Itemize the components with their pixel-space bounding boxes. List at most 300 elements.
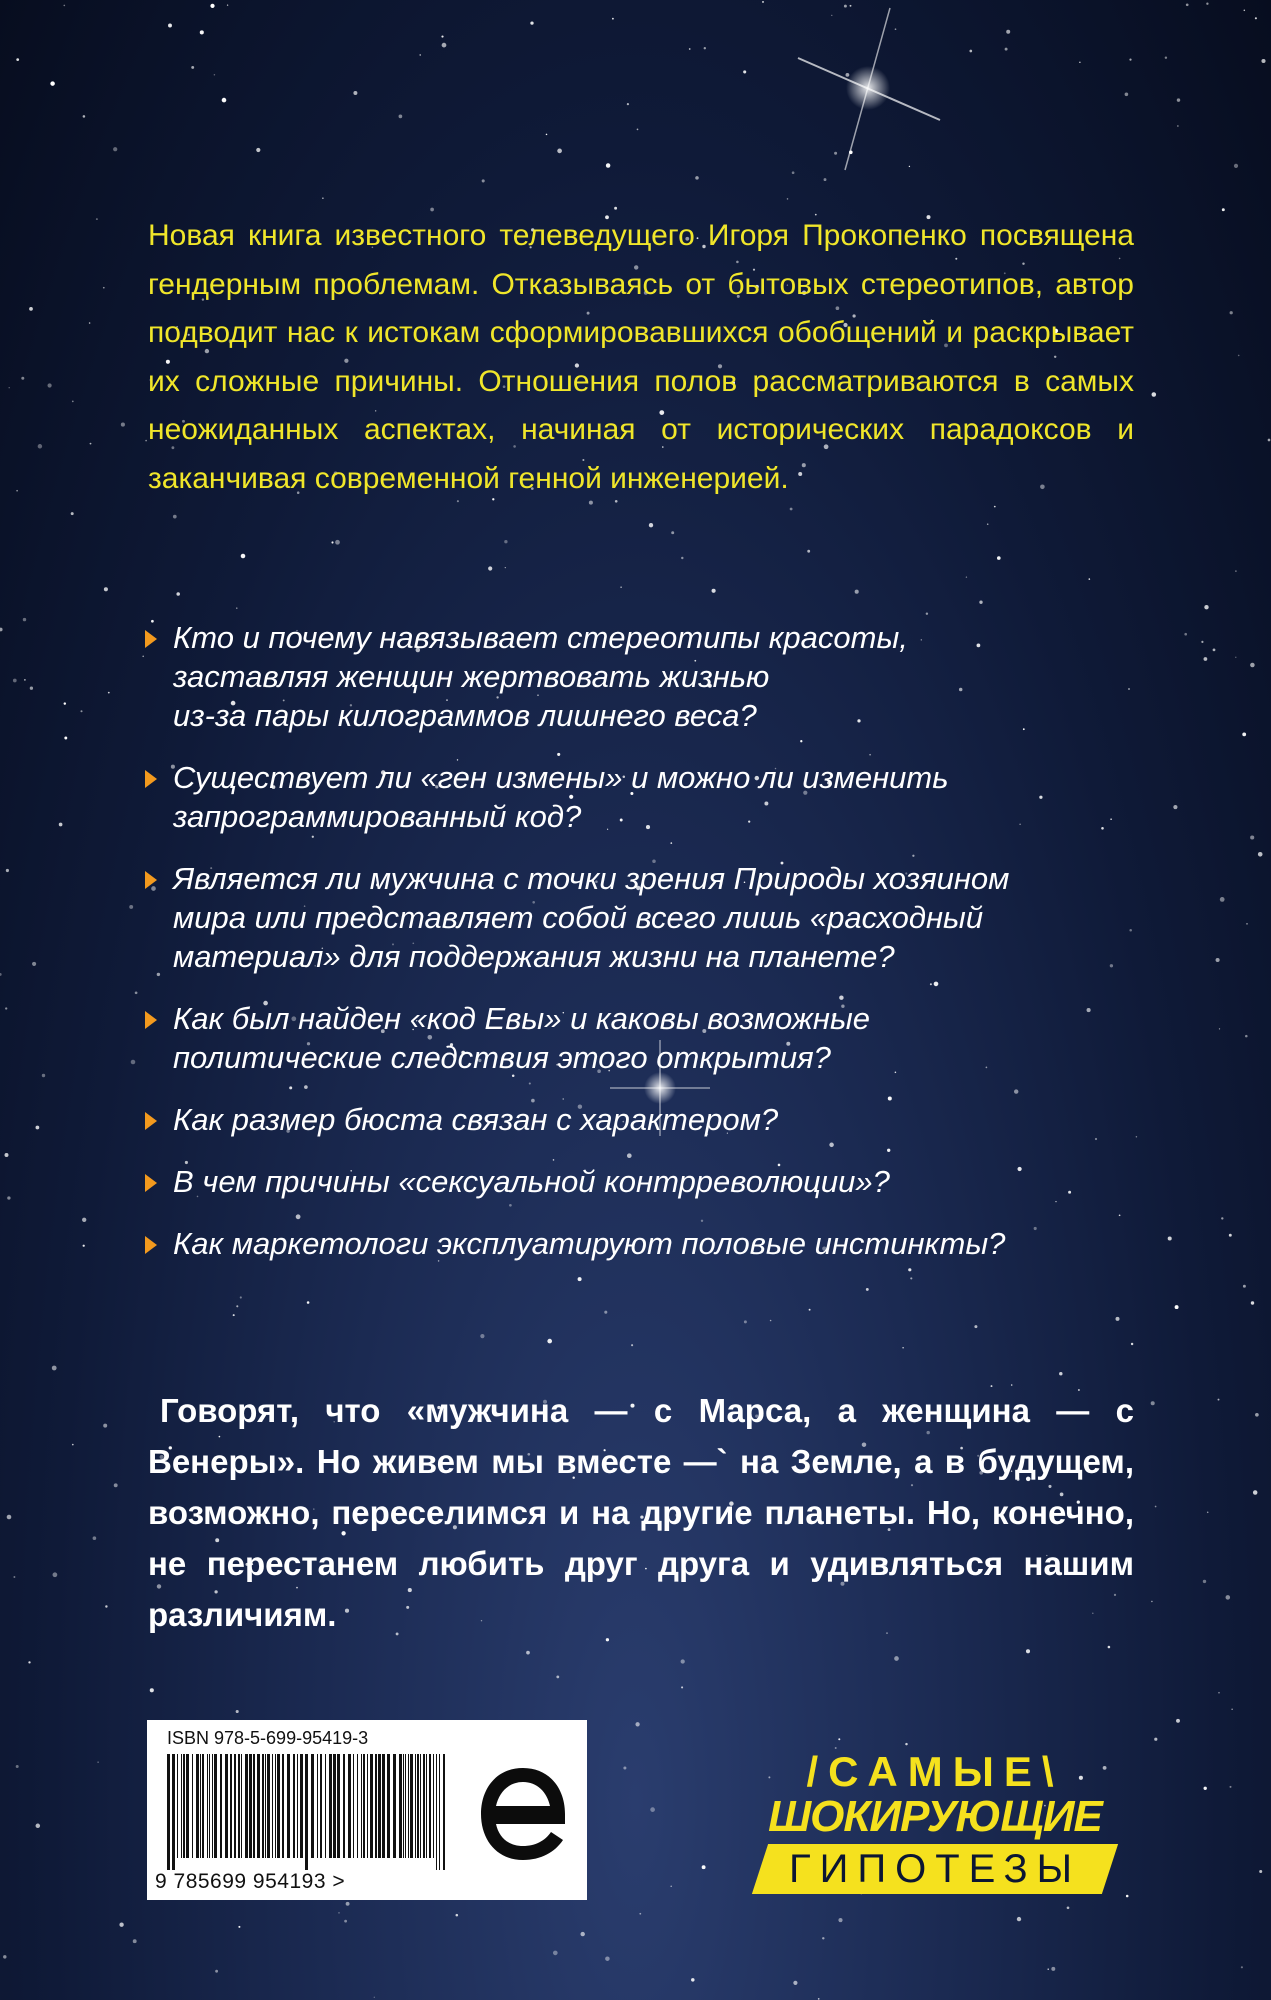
star-dot	[670, 1885, 672, 1887]
barcode-bar	[399, 1754, 402, 1858]
star-dot	[1219, 1028, 1220, 1029]
star-dot	[1207, 1512, 1209, 1514]
star-dot	[173, 515, 177, 519]
star-dot	[987, 523, 989, 525]
star-dot	[210, 4, 214, 8]
star-dot	[846, 73, 850, 77]
series-title-line1: /САМЫЕ\	[806, 1748, 1064, 1795]
barcode-bar	[405, 1754, 406, 1858]
star-dot	[1005, 48, 1008, 51]
star-dot	[704, 47, 706, 49]
star-dot	[1155, 1506, 1157, 1508]
question-item	[145, 999, 1145, 1077]
barcode-bar	[225, 1754, 228, 1858]
barcode-bar	[262, 1754, 264, 1858]
barcode-bar	[357, 1754, 358, 1858]
star-dot	[0, 628, 3, 632]
star-dot	[1234, 164, 1238, 168]
star-dot	[905, 1743, 907, 1745]
star-dot	[227, 4, 228, 5]
star-dot	[902, 1347, 903, 1348]
barcode-bar	[186, 1754, 189, 1858]
star-dot	[620, 586, 621, 587]
star-dot	[605, 1956, 610, 1961]
barcode-bar	[410, 1754, 413, 1858]
star-dot	[1222, 208, 1225, 211]
barcode-bar	[207, 1754, 208, 1858]
series-logo	[740, 1748, 1130, 1898]
star-dot	[105, 1605, 107, 1607]
question-text: В чем причины «сексуальной контрреволюции»?	[173, 1164, 890, 1199]
barcode-bar	[426, 1754, 427, 1858]
star-dot	[322, 198, 323, 199]
barcode-bar	[420, 1754, 421, 1858]
star-dot	[3, 1955, 6, 1958]
barcode-bar	[209, 1754, 210, 1858]
star-dot	[744, 1320, 747, 1323]
star-dot	[547, 1339, 552, 1344]
star-dot	[97, 1761, 99, 1763]
star-dot	[90, 443, 92, 445]
star-dot	[1151, 1601, 1152, 1602]
star-dot	[1108, 1646, 1111, 1649]
star-dot	[546, 134, 548, 136]
star-dot	[36, 1126, 40, 1130]
star-dot	[762, 1, 764, 3]
intro-paragraph: Новая книга известного телеведущего Игоря Прокопенко посвящена гендерным проблемам. Отказываясь от бытовых стереотипов, автор подводит нас к истокам сформировавшихся обобщений и раскрывает их сложные причины. Отношения полов рассматриваются в самых неожиданных аспектах, начиная от исторических парадоксов и заканчивая современной генной инженерией.	[148, 219, 1134, 495]
star-dot	[53, 1572, 58, 1577]
star-dot	[606, 163, 610, 167]
barcode-bar	[337, 1754, 340, 1858]
bullet-arrow-icon	[145, 1174, 157, 1192]
star-dot	[72, 1444, 74, 1446]
star-dot	[909, 166, 910, 167]
eksmo-logo-icon	[475, 1762, 571, 1866]
barcode-bar	[300, 1754, 303, 1858]
star-dot	[807, 550, 810, 553]
barcode-bar	[348, 1754, 351, 1858]
barcode-bar	[443, 1754, 445, 1870]
barcode-image	[163, 1754, 453, 1870]
star-dot	[1253, 1490, 1258, 1495]
star-dot	[681, 557, 683, 559]
barcode-bar	[202, 1754, 204, 1858]
star-dot	[1168, 1236, 1172, 1240]
star-dot	[1235, 657, 1236, 658]
barcode-bar	[183, 1754, 185, 1858]
star-dot	[119, 1923, 123, 1927]
star-dot	[7, 1515, 12, 1520]
star-dot	[344, 1920, 347, 1923]
question-item	[145, 618, 1145, 735]
star-dot	[233, 1314, 235, 1316]
star-dot	[5, 1007, 7, 1009]
barcode-bar	[382, 1754, 385, 1858]
star-dot	[1154, 1738, 1157, 1741]
barcode-bar	[370, 1754, 373, 1858]
star-dot	[979, 601, 982, 604]
barcode-bar	[253, 1754, 255, 1858]
star-dot	[16, 58, 19, 61]
star-dot	[926, 612, 928, 614]
question-text: Кто и почему навязывает стереотипы красоты, заставляя женщин жертвовать жизнью из-за пары килограммов лишнего веса?	[173, 620, 908, 733]
star-dot	[1230, 311, 1233, 314]
star-dot	[72, 401, 74, 403]
barcode-bar	[267, 1754, 270, 1858]
star-dot	[1218, 1692, 1220, 1694]
barcode-bar	[275, 1754, 276, 1858]
star-dot	[16, 1765, 19, 1768]
barcode-bar	[214, 1754, 217, 1858]
star-dot	[1184, 633, 1187, 636]
star-dot	[1129, 59, 1131, 61]
star-dot	[191, 66, 194, 69]
barcode-bar	[305, 1754, 308, 1870]
star-dot	[1177, 125, 1178, 126]
barcode-bar	[408, 1754, 409, 1858]
star-dot	[176, 592, 180, 596]
star-dot	[108, 692, 110, 694]
barcode-bar	[234, 1754, 236, 1858]
barcode-bar	[403, 1754, 404, 1858]
star-dot	[1250, 663, 1255, 668]
star-dot	[1125, 93, 1129, 97]
question-item	[145, 1224, 1145, 1263]
star-dot	[1152, 392, 1157, 397]
star-dot	[1006, 30, 1010, 34]
star-dot	[482, 179, 485, 182]
bullet-arrow-icon	[145, 1236, 157, 1254]
star-dot	[103, 287, 105, 289]
question-text: Как был найден «код Евы» и каковы возможные политические следствия этого открытия?	[173, 1001, 871, 1075]
star-dot	[374, 1997, 375, 1998]
star-dot	[1204, 605, 1208, 609]
star-dot	[1079, 62, 1080, 63]
star-dot	[488, 566, 492, 570]
star-dot	[969, 50, 972, 53]
star-dot	[1089, 578, 1091, 580]
barcode-bar	[436, 1754, 437, 1870]
star-dot	[1229, 1786, 1231, 1788]
barcode-bar	[200, 1754, 201, 1858]
barcode-bar	[439, 1754, 440, 1870]
question-item	[145, 1162, 1145, 1201]
star-dot	[21, 377, 24, 380]
star-dot	[1175, 1305, 1179, 1309]
isbn-label: ISBN 978-5-699-95419-3	[167, 1728, 369, 1748]
star-dot	[1206, 3, 1208, 5]
star-dot	[83, 115, 86, 118]
star-dot	[557, 149, 562, 154]
star-dot	[83, 1245, 85, 1247]
closing-paragraph: Говорят, что «мужчина — с Марса, а женщина — с Венеры». Но живем мы вместе —` на Земле, а в будущем, возможно, переселимся и на другие планеты. Но, конечно, не перестанем любить друг друга и удивляться нашим различиям.	[148, 1392, 1134, 1633]
star-dot	[1255, 1413, 1259, 1417]
star-dot	[639, 1913, 641, 1915]
star-dot	[1250, 835, 1254, 839]
star-dot	[974, 1325, 977, 1328]
barcode-bar	[361, 1754, 362, 1858]
star-dot	[13, 679, 17, 683]
star-dot	[129, 905, 133, 909]
star-dot	[649, 523, 653, 527]
star-dot	[530, 21, 533, 24]
star-dot	[838, 1738, 840, 1740]
barcode-bar	[241, 1754, 242, 1858]
bullet-arrow-icon	[145, 630, 157, 648]
star-dot	[1241, 1966, 1243, 1968]
star-dot	[238, 1926, 240, 1928]
star-dot	[64, 702, 66, 704]
star-dot	[150, 1688, 154, 1692]
star-dot	[30, 687, 33, 690]
star-dot	[52, 1366, 57, 1371]
barcode-bar	[297, 1754, 298, 1858]
barcode-bar	[238, 1754, 240, 1858]
star-dot	[623, 1766, 626, 1769]
barcode-bar	[293, 1754, 295, 1858]
barcode-bar	[417, 1754, 419, 1858]
barcode-bar	[333, 1754, 336, 1858]
star-dot	[1221, 1217, 1223, 1219]
star-dot	[135, 991, 138, 994]
star-dot	[5, 1153, 9, 1157]
barcode-bar	[177, 1754, 178, 1858]
barcode-bar	[172, 1754, 175, 1870]
star-dot	[42, 1074, 45, 1077]
question-text: Является ли мужчина с точки зрения Природы хозяином мира или представляет собой всего лишь «расходный материал» для поддержания жизни на планете?	[173, 861, 1010, 974]
barcode-bar	[363, 1754, 365, 1858]
star-dot	[38, 444, 42, 448]
star-dot	[793, 1981, 797, 1985]
barcode-bar	[429, 1754, 431, 1858]
barcode-bar	[257, 1754, 260, 1858]
star-dot	[28, 1661, 30, 1663]
star-dot	[1261, 59, 1265, 63]
star-dot	[1220, 897, 1225, 902]
barcode-panel	[147, 1720, 587, 1900]
star-dot	[1177, 98, 1180, 101]
star-dot	[93, 1536, 97, 1540]
star-dot	[681, 1686, 683, 1688]
barcode-bar	[272, 1754, 273, 1858]
star-dot	[104, 587, 108, 591]
star-dot	[6, 869, 9, 872]
barcode-bar	[287, 1754, 290, 1858]
star-dot	[96, 218, 98, 220]
star-dot	[256, 148, 260, 152]
barcode-bar	[387, 1754, 390, 1858]
star-dot	[36, 1824, 41, 1829]
star-dot	[844, 5, 847, 8]
star-dot	[866, 1288, 869, 1291]
barcode-bar	[353, 1754, 354, 1858]
star-dot	[32, 962, 36, 966]
barcode-bar	[181, 1754, 182, 1858]
star-dot	[353, 91, 357, 95]
star-dot	[16, 490, 18, 492]
star-dot	[824, 178, 827, 181]
star-dot	[1165, 56, 1167, 58]
star-dot	[581, 1932, 585, 1936]
star-dot	[222, 98, 227, 103]
barcode-bar	[329, 1754, 332, 1858]
bullet-arrow-icon	[145, 1112, 157, 1130]
barcode-bar	[325, 1754, 326, 1858]
star-dot	[1238, 355, 1240, 357]
star-dot	[419, 54, 420, 55]
star-dot	[1151, 1401, 1155, 1405]
question-text: Как маркетологи эксплуатируют половые инстинкты?	[173, 1226, 1006, 1261]
barcode-bar	[245, 1754, 248, 1858]
barcode-bar	[196, 1754, 199, 1858]
star-dot	[790, 508, 793, 511]
question-list	[145, 618, 1145, 1286]
star-dot	[236, 607, 237, 608]
star-dot	[1067, 1906, 1070, 1909]
barcode-digits: 9 785699 954193 >	[155, 1870, 346, 1893]
star-dot	[7, 1196, 10, 1199]
star-dot	[1258, 852, 1263, 857]
star-dot	[671, 531, 674, 534]
star-dot	[236, 1305, 238, 1307]
barcode-bar	[282, 1754, 284, 1858]
barcode-bar	[393, 1754, 396, 1858]
star-dot	[1059, 1372, 1062, 1375]
bullet-arrow-icon	[145, 871, 157, 889]
star-dot	[1244, 10, 1246, 12]
star-dot	[1268, 439, 1271, 442]
star-dot	[1051, 1967, 1055, 1971]
star-dot	[702, 1865, 706, 1869]
star-dot	[480, 1334, 484, 1338]
star-dot	[770, 1320, 772, 1322]
star-dot	[64, 737, 67, 740]
barcode-bar	[249, 1754, 252, 1858]
star-dot	[1176, 1719, 1180, 1723]
barcode-bar	[367, 1754, 368, 1858]
star-dot	[29, 307, 33, 311]
star-dot	[635, 1722, 639, 1726]
star-dot	[430, 208, 434, 212]
star-dot	[1203, 1580, 1206, 1583]
barcode-bar	[265, 1754, 266, 1858]
star-dot	[994, 506, 996, 508]
star-dot	[838, 1918, 842, 1922]
star-dot	[103, 1424, 107, 1428]
star-dot	[1242, 733, 1246, 737]
barcode-bar	[212, 1754, 213, 1858]
star-dot	[1259, 1870, 1262, 1873]
star-dot	[650, 1807, 655, 1812]
star-dot	[48, 383, 52, 387]
star-dot	[849, 150, 853, 154]
star-dot	[631, 1344, 633, 1346]
star-dot	[9, 387, 10, 388]
star-dot	[456, 1914, 459, 1917]
star-dot	[681, 1659, 685, 1663]
star-dot	[604, 1311, 607, 1314]
star-dot	[1131, 1343, 1133, 1345]
star-dot	[131, 1060, 136, 1065]
question-item	[145, 859, 1145, 976]
star-dot	[895, 28, 897, 30]
star-dot	[1216, 958, 1220, 962]
barcode-bar	[375, 1754, 377, 1858]
star-dot	[1213, 649, 1216, 652]
star-dot	[442, 43, 447, 48]
series-title-line2: ШОКИРУЮЩИЕ	[768, 1792, 1102, 1841]
star-dot	[168, 24, 172, 28]
star-dot	[240, 1296, 242, 1298]
barcode-bar	[167, 1754, 170, 1870]
star-dot	[1201, 641, 1203, 643]
star-dot	[691, 1978, 694, 1981]
star-dot	[142, 656, 144, 658]
barcode-bar	[320, 1754, 322, 1858]
barcode-bar	[423, 1754, 425, 1858]
star-dot	[441, 36, 443, 38]
barcode-bar	[277, 1754, 280, 1858]
star-dot	[0, 973, 2, 976]
star-dot	[792, 171, 795, 174]
star-dot	[71, 512, 74, 515]
star-dot	[894, 1656, 899, 1661]
star-dot	[1251, 1301, 1254, 1304]
star-dot	[80, 710, 82, 712]
star-dot	[89, 322, 91, 324]
star-dot	[1204, 657, 1208, 661]
star-dot	[200, 30, 204, 34]
barcode-bar	[415, 1754, 416, 1858]
star-dot	[822, 1937, 824, 1939]
star-dot	[834, 152, 837, 155]
sparkle-star	[798, 8, 940, 170]
star-dot	[553, 1951, 558, 1956]
star-dot	[13, 1576, 15, 1578]
star-dot	[236, 1710, 239, 1713]
star-dot	[121, 423, 125, 427]
star-dot	[1226, 1595, 1231, 1600]
star-dot	[50, 81, 54, 85]
star-dot	[82, 1218, 86, 1222]
barcode-bar	[433, 1754, 434, 1858]
star-dot	[612, 18, 614, 20]
star-dot	[331, 541, 333, 543]
question-item	[145, 1100, 1145, 1139]
star-dot	[346, 1902, 350, 1906]
star-dot	[850, 5, 852, 7]
star-dot	[1232, 1709, 1233, 1710]
star-dot	[215, 1970, 218, 1973]
question-item	[145, 758, 1145, 836]
star-dot	[1173, 805, 1177, 809]
star-dot	[637, 129, 639, 131]
star-dot	[214, 74, 216, 76]
barcode-bar	[311, 1754, 314, 1858]
barcode-bar	[230, 1754, 232, 1858]
star-dot	[114, 1483, 118, 1487]
star-dot	[743, 70, 746, 73]
star-dot	[338, 1912, 339, 1913]
barcode-bar	[378, 1754, 381, 1858]
star-dot	[1204, 1787, 1207, 1790]
star-dot	[399, 115, 403, 119]
star-dot	[59, 823, 63, 827]
star-dot	[335, 540, 340, 545]
star-dot	[712, 589, 716, 593]
star-dot	[63, 5, 65, 7]
star-dot	[689, 48, 691, 50]
